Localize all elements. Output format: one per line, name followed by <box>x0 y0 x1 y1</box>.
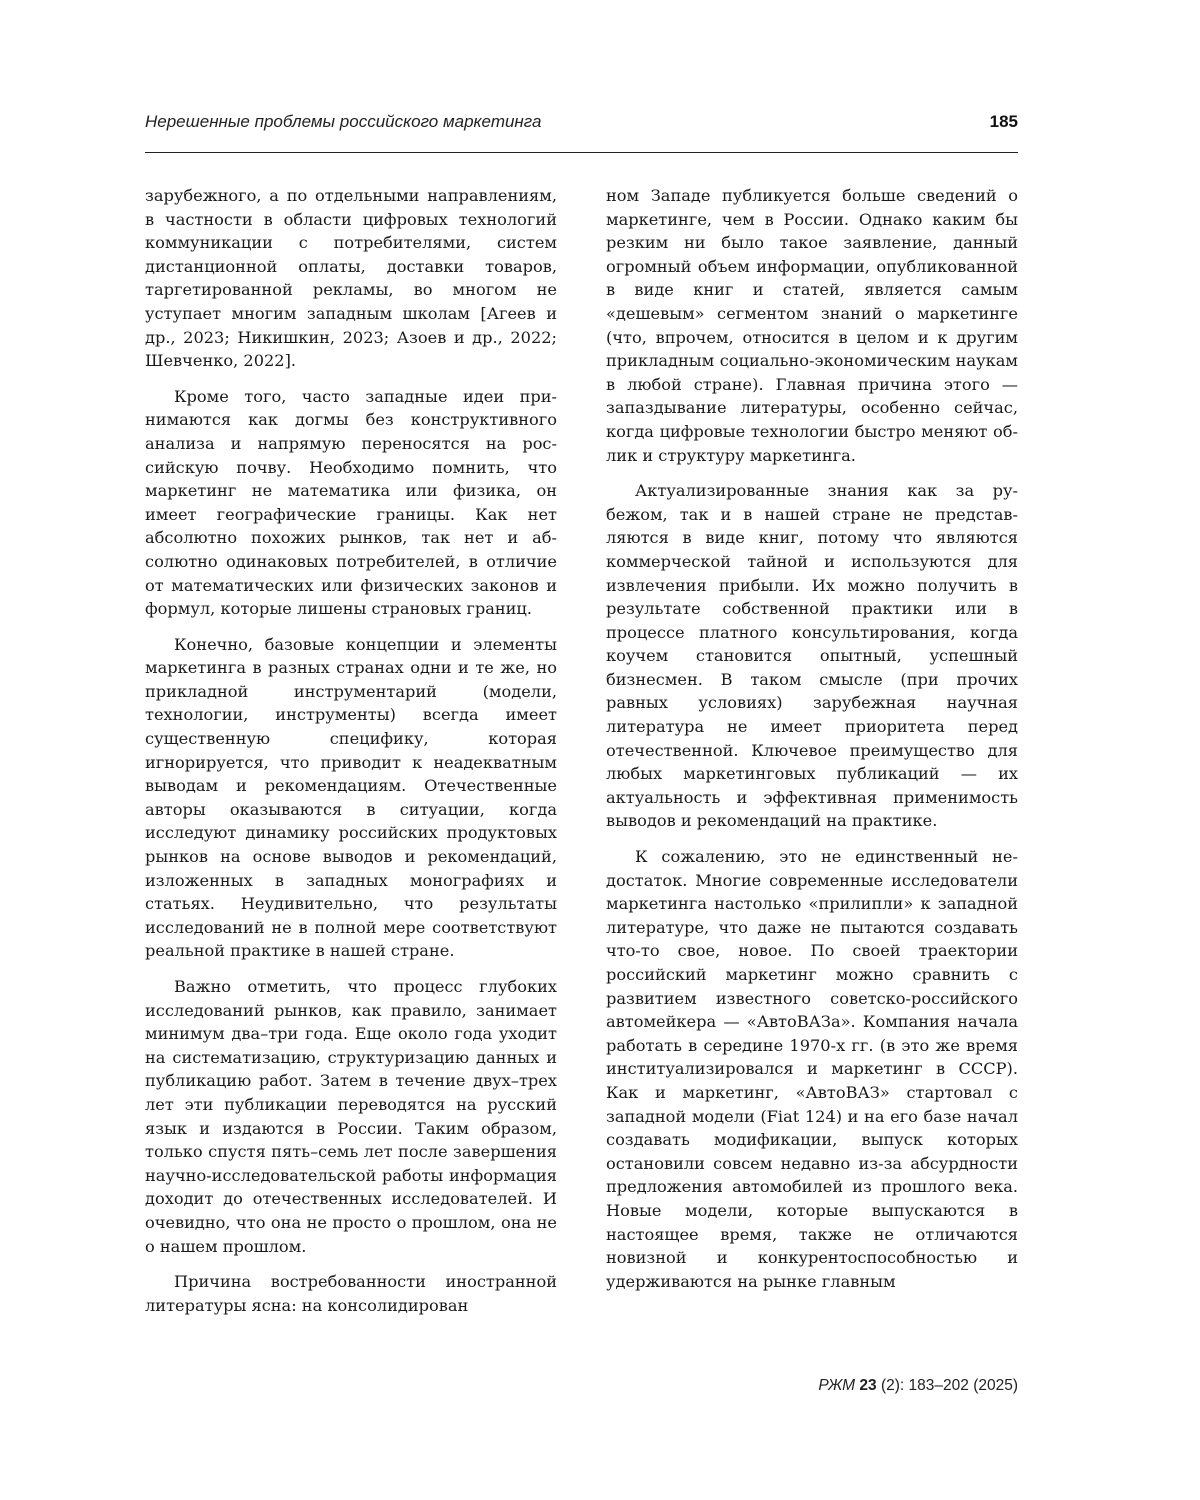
page-number: 185 <box>989 112 1018 131</box>
left-column <box>145 184 557 1317</box>
journal-volume: 23 <box>859 1377 877 1394</box>
paragraph: Конечно, базовые концепции и элементы маркетинга в разных странах одни и те же, но прикладной инструментарий (модели, технологии, инструменты) всегда имеет существенную специфику, которая игнорируется, что приводит к неадекватным выводам и рекомендациям. Отечественные авторы оказываются в ситуации, когда исследуют динамику российских продуктовых рынков на основе выводов и рекомендаций, изложенных в западных монографиях и статьях. Неудивительно, что результаты исследований не в полной мере соответствуют реальной практике в нашей стране. <box>145 634 557 961</box>
running-head <box>145 112 1018 142</box>
paragraph: ном Западе публикуется больше сведений о маркетинге, чем в России. Однако каким бы резким ни было такое заявление, данный огромный объем информации, опубликованной в виде книг и статей, является самым «дешевым» сегментом знаний о маркетинге (что, впрочем, относится в целом и к другим прикладным социально-экономическим наукам в любой стране). Главная причина этого — запаздывание литературы, особенно сейчас, когда цифровые технологии быстро меняют облик и структуру маркетинга. <box>606 186 1018 465</box>
right-column <box>606 184 1018 1293</box>
paragraph: К сожалению, это не единственный недостаток. Многие современные исследователи маркетинга настолько «прилипли» к западной литературе, что даже не пытаются создавать что-то свое, новое. По своей траектории российский маркетинг можно сравнить с развитием известного советско-российского автомейкера — «АвтоВАЗа». Компания начала работать в середине 1970-х гг. (в это же время институализировался и маркетинг в СССР). Как и маркетинг, «АвтоВАЗ» стартовал с западной модели (Fiat 124) и на его базе начал создавать модификации, выпуск которых остановили совсем недавно из-за абсурдности предложения автомобилей из прошлого века. Новые модели, которые выпускаются в настоящее время, также не отличаются новизной и конкурентоспособностью и удерживаются на рынке главным <box>606 847 1018 1291</box>
journal-footer <box>818 1377 1018 1395</box>
paragraph: Кроме того, часто западные идеи принимаются как догмы без конструктивного анализа и напрямую переносятся на российскую почву. Необходимо помнить, что маркетинг не математика или физика, он имеет географические границы. Как нет абсолютно похожих рынков, так нет и абсолютно одинаковых потребителей, в отличие от математических или физических законов и формул, которые лишены страновых границ. <box>145 386 557 619</box>
running-title: Нерешенные проблемы российского маркетинга <box>145 112 542 131</box>
paragraph: зарубежного, а по отдельными направлениям, в частности в области цифровых технологий коммуникации с потребителями, систем дистанционной оплаты, доставки товаров, таргетированной рекламы, во многом не уступает многим западным школам [Агеев и др., 2023; Никишкин, 2023; Азоев и др., 2022; Шевченко, 2022]. <box>145 186 557 371</box>
journal-name: РЖМ <box>818 1377 856 1394</box>
paragraph: Причина востребованности иностранной литературы ясна: на консолидирован <box>145 1272 557 1315</box>
paragraph: Важно отметить, что процесс глубоких исследований рынков, как правило, занимает минимум два–три года. Еще около года уходит на систематизацию, структуризацию данных и публикацию работ. Затем в течение двух–трех лет эти публикации переводятся на русский язык и издаются в России. Таким образом, только спустя пять–семь лет после завершения научно-исследовательской работы информация доходит до отечественных исследователей. И очевидно, что она не просто о прошлом, она не о нашем прошлом. <box>145 977 557 1256</box>
journal-issue-pages: (2): 183–202 (2025) <box>880 1377 1018 1394</box>
paragraph: Актуализированные знания как за рубежом, так и в нашей стране не представляются в виде книг, потому что являются коммерческой тайной и используются для извлечения прибыли. Их можно получить в результате собственной практики или в процессе платного консультирования, когда коучем становится опытный, успешный бизнесмен. В таком смысле (при прочих равных условиях) зарубежная научная литература не имеет приоритета перед отечественной. Ключевое преимущество для любых маркетинговых публикаций — их актуальность и эффективная применимость выводов и рекомендаций на практике. <box>606 481 1018 831</box>
header-rule <box>145 152 1018 153</box>
